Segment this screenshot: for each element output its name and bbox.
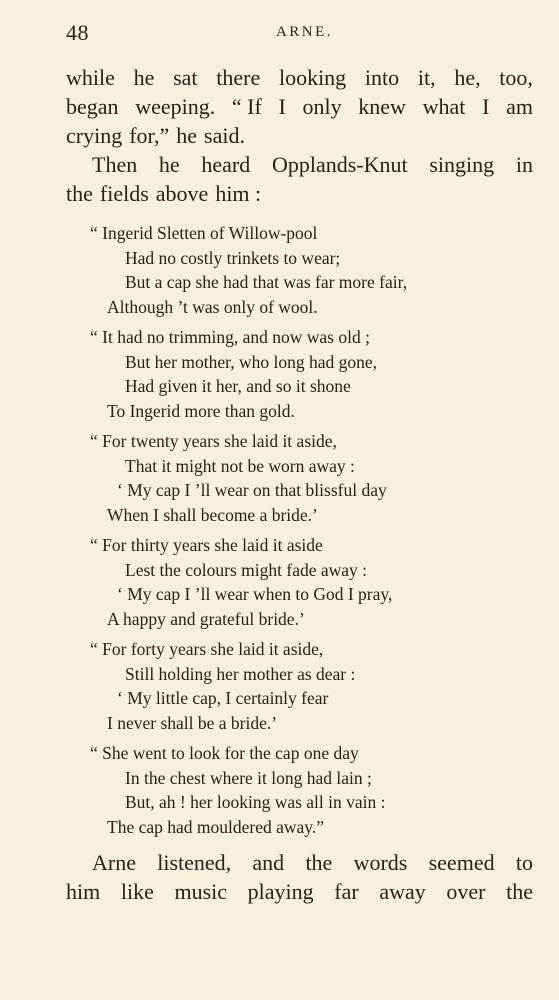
word: listened, (157, 850, 232, 875)
poem-verse-line: Had given it her, and so it shone (125, 376, 351, 396)
word: above (155, 181, 209, 206)
word: him (66, 879, 101, 904)
prose-paragraph-bottom (66, 848, 533, 906)
poem-verse-line: “ For thirty years she laid it aside (90, 535, 323, 555)
word: said. (204, 123, 245, 148)
word: only (302, 94, 342, 119)
word: he (158, 152, 180, 177)
poem-verse-line: A happy and grateful bride.’ (107, 608, 305, 629)
word: words (353, 850, 408, 875)
poem-verse-line: But her mother, who long had gone, (125, 351, 378, 372)
poem-verse-line: When I shall become a bride.’ (107, 504, 318, 525)
word: crying (66, 123, 123, 148)
poem-verse-line: ‘ My little cap, I certainly fear (117, 688, 329, 708)
word: the (506, 879, 533, 904)
word: fields (99, 181, 149, 206)
poem-verse-line: In the chest where it long had lain ; (125, 767, 372, 788)
page-header (66, 20, 533, 50)
word: Then (92, 152, 138, 177)
poem-verse-line: But a cap she had that was far more fair, (125, 272, 408, 292)
poem-stanza (90, 325, 490, 423)
word: he (133, 65, 155, 90)
word: sat (173, 65, 198, 90)
prose-line (66, 877, 533, 906)
word: the (66, 181, 93, 206)
word: music (174, 879, 228, 904)
poem-verse-line: Although ’t was only of wool. (107, 296, 318, 317)
word: he, (454, 65, 481, 90)
poem-verse-line: Still holding her mother as dear : (125, 663, 356, 684)
prose-line (66, 179, 533, 208)
prose-line (66, 63, 533, 92)
poem-verse-line: Lest the colours might fade away : (125, 559, 368, 580)
word: it, (417, 65, 436, 90)
page-number: 48 (66, 20, 89, 45)
word: singing (429, 152, 495, 177)
word: the (305, 850, 333, 875)
poem-verse-line: That it might not be worn away : (125, 455, 355, 476)
poem-stanza (90, 429, 490, 527)
poem-verse-line: “ She went to look for the cap one day (90, 743, 359, 763)
poem-verse-line: Had no costly trinkets to wear; (125, 247, 341, 268)
word: him : (215, 181, 262, 206)
word: playing (247, 879, 314, 904)
word: Arne (92, 850, 136, 875)
word: weeping. (135, 94, 216, 119)
word: over (446, 879, 486, 904)
prose-line (66, 92, 533, 121)
word: away (379, 879, 426, 904)
prose-paragraph-top (66, 63, 533, 208)
poem-verse-line: ‘ My cap I ’ll wear on that blissful day (117, 480, 387, 500)
word: heard (201, 152, 251, 177)
poem-verse-line: To Ingerid more than gold. (107, 400, 295, 421)
word: to (515, 850, 533, 875)
poem-verse-line: The cap had mouldered away.” (107, 816, 325, 837)
word: seemed (428, 850, 495, 875)
word: Opplands-Knut (271, 152, 408, 177)
word: far (334, 879, 359, 904)
word: too, (499, 65, 533, 90)
running-head: ARNE. (275, 24, 334, 40)
word: I (278, 94, 286, 119)
word: for,” (129, 123, 170, 148)
word: looking (278, 65, 347, 90)
poem-stanza (90, 741, 490, 839)
word: while (66, 65, 115, 90)
word: “ If (231, 94, 262, 119)
word: I (482, 94, 490, 119)
prose-line (66, 150, 533, 179)
poem-verse-line: “ Ingerid Sletten of Willow-pool (90, 223, 318, 243)
word: knew (358, 94, 406, 119)
word: he (176, 123, 198, 148)
poem-verse-line: “ For twenty years she laid it aside, (90, 431, 337, 451)
poem-stanza (90, 637, 490, 735)
word: in (515, 152, 533, 177)
prose-line (66, 848, 533, 877)
poem-verse-line: “ For forty years she laid it aside, (90, 639, 324, 659)
poem-stanza (90, 221, 490, 319)
word: began (66, 94, 119, 119)
word: there (216, 65, 261, 90)
word: and (252, 850, 285, 875)
word: am (506, 94, 533, 119)
poem-stanza (90, 533, 490, 631)
word: into (364, 65, 400, 90)
poem-verse-line: “ It had no trimming, and now was old ; (90, 327, 370, 347)
word: like (120, 879, 154, 904)
prose-line (66, 121, 533, 150)
word: what (422, 94, 466, 119)
poem-verse-line: But, ah ! her looking was all in vain : (125, 792, 386, 812)
poem-verse-line: ‘ My cap I ’ll wear when to God I pray, (117, 584, 393, 604)
poem-verse-line: I never shall be a bride.’ (107, 712, 278, 733)
